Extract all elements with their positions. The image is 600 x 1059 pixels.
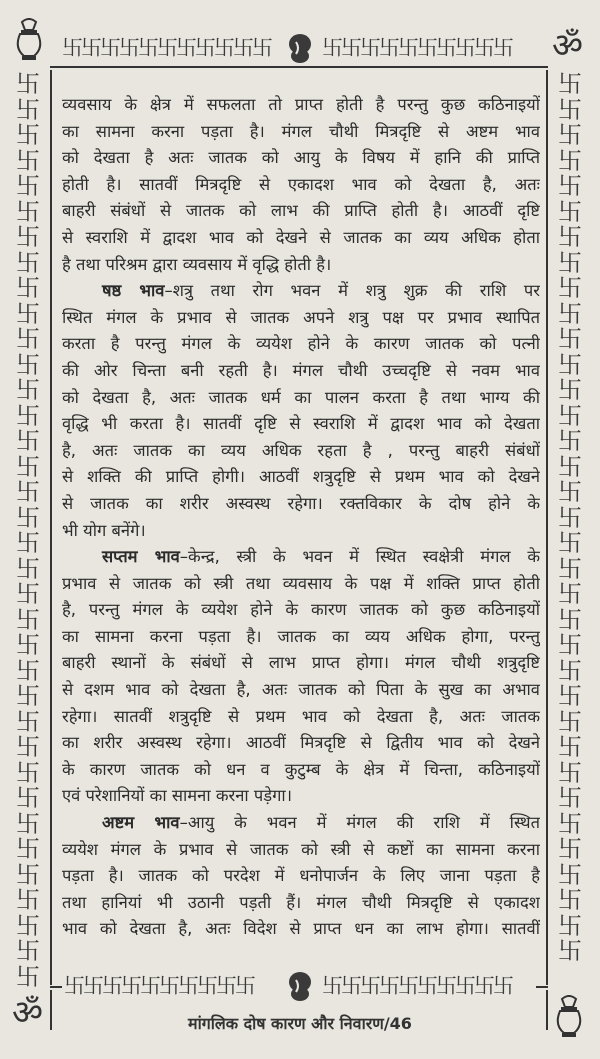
swastika-icon: 卐 bbox=[16, 427, 40, 455]
paragraph bbox=[62, 810, 540, 943]
swastika-icon: 卐 bbox=[119, 36, 138, 60]
swastika-icon: 卐 bbox=[558, 401, 582, 430]
top-swastika-row-left bbox=[62, 36, 271, 60]
swastika-icon: 卐 bbox=[102, 974, 121, 998]
swastika-icon: 卐 bbox=[558, 784, 582, 812]
swastika-icon: 卐 bbox=[121, 974, 140, 998]
swastika-icon: 卐 bbox=[16, 172, 40, 200]
bottom-swastika-row-left bbox=[64, 974, 254, 998]
swastika-icon: 卐 bbox=[16, 605, 40, 634]
text-line bbox=[62, 225, 540, 252]
line-text: भी योग बनेंगे। bbox=[62, 520, 146, 540]
swastika-icon: 卐 bbox=[558, 886, 582, 914]
swastika-icon: 卐 bbox=[16, 121, 40, 149]
swastika-icon: 卐 bbox=[558, 121, 582, 149]
swastika-icon: 卐 bbox=[436, 36, 455, 60]
text-line bbox=[62, 252, 540, 279]
swastika-icon: 卐 bbox=[558, 70, 582, 98]
swastika-icon: 卐 bbox=[558, 452, 582, 481]
right-border-line bbox=[546, 70, 548, 985]
kalash-icon bbox=[12, 18, 46, 62]
swastika-icon: 卐 bbox=[100, 36, 119, 60]
line-text: रहेगा। सातवीं शत्रुदृष्टि से प्रथम भाव को देखता है, अतः जातक bbox=[62, 706, 540, 726]
swastika-icon: 卐 bbox=[16, 452, 40, 481]
swastika-icon: 卐 bbox=[16, 784, 40, 812]
swastika-icon: 卐 bbox=[138, 36, 157, 60]
text-line bbox=[62, 704, 540, 731]
line-text: एवं परेशानियों का सामना करना पड़ेगा। bbox=[62, 786, 292, 806]
swastika-icon: 卐 bbox=[493, 974, 512, 998]
swastika-icon: 卐 bbox=[341, 974, 360, 998]
swastika-icon: 卐 bbox=[16, 860, 40, 889]
text-line bbox=[62, 172, 540, 199]
swastika-icon: 卐 bbox=[16, 70, 40, 98]
line-text: स्थित मंगल के प्रभाव से जातक अपने शत्रु पक्ष पर प्रभाव स्थापित bbox=[62, 307, 540, 327]
swastika-icon: 卐 bbox=[16, 248, 40, 277]
swastika-icon: 卐 bbox=[16, 299, 40, 328]
line-text: बाहरी संबंधों से जातक को लाभ की प्राप्ति होती है। आठवीं दृष्टि bbox=[62, 201, 540, 221]
swastika-icon: 卐 bbox=[235, 974, 254, 998]
swastika-icon: 卐 bbox=[16, 478, 40, 506]
text-line bbox=[62, 491, 540, 518]
swastika-icon: 卐 bbox=[398, 36, 417, 60]
swastika-icon: 卐 bbox=[159, 974, 178, 998]
swastika-icon: 卐 bbox=[417, 974, 436, 998]
swastika-icon: 卐 bbox=[16, 325, 40, 353]
text-line bbox=[62, 464, 540, 491]
ganesha-icon bbox=[286, 970, 314, 1002]
line-text: है, अतः जातक का व्यय अधिक रहता है , परन्तु बाहरी संबंधों bbox=[62, 440, 540, 460]
swastika-icon: 卐 bbox=[16, 223, 40, 251]
swastika-icon: 卐 bbox=[252, 36, 271, 60]
swastika-icon: 卐 bbox=[16, 350, 40, 379]
swastika-icon: 卐 bbox=[558, 656, 582, 685]
line-text: प्रभाव से जातक को स्त्री तथा व्यवसाय के पक्ष में शक्ति प्राप्त होती bbox=[62, 573, 540, 593]
swastika-icon: 卐 bbox=[360, 974, 379, 998]
line-text: –केन्द्र, स्त्री के भवन में स्थित स्वक्षेत्री मंगल के bbox=[179, 547, 540, 567]
bottom-rule-right bbox=[536, 986, 548, 988]
line-text: भाव को देखता है, अतः विदेश से प्राप्त धन का लाभ होगा। सातवीं bbox=[62, 919, 540, 939]
swastika-icon: 卐 bbox=[558, 580, 582, 608]
line-text: बाहरी स्थानों के संबंधों से लाभ प्राप्त होगा। मंगल चौथी शत्रुदृष्टि bbox=[62, 653, 540, 673]
text-line bbox=[62, 438, 540, 465]
bottom-swastika-row-right bbox=[322, 974, 512, 998]
line-text: के कारण जातक को धन व कुटुम्ब के क्षेत्र में चिन्ता, कठिनाइयों bbox=[62, 759, 540, 779]
text-line bbox=[62, 331, 540, 358]
text-line bbox=[62, 305, 540, 332]
line-text: को देखता है अतः जातक को आयु के विषय में हानि की प्राप्ति bbox=[62, 148, 540, 168]
text-line bbox=[62, 890, 540, 917]
swastika-icon: 卐 bbox=[16, 554, 40, 583]
line-text: का सामना करना पड़ता है। जातक का व्यय अधिक होगा, परन्तु bbox=[62, 626, 540, 646]
paragraph bbox=[62, 278, 540, 544]
line-text: की ओर चिन्ता बनी रहती है। मंगल चौथी उच्चदृष्टि से नवम भाव bbox=[62, 360, 540, 380]
line-text: करता है परन्तु मंगल के व्ययेश होने के कारण जातक को पत्नी bbox=[62, 334, 540, 354]
swastika-icon: 卐 bbox=[16, 376, 40, 404]
text-line bbox=[62, 145, 540, 172]
swastika-icon: 卐 bbox=[558, 503, 582, 532]
right-swastika-border bbox=[552, 72, 588, 965]
line-text: तथा हानियां भी उठानी पड़ती हैं। मंगल चौथी मित्रदृष्टि से एकादश bbox=[62, 892, 540, 912]
line-text: होती है। सातवीं मित्रदृष्टि से एकादश भाव को देखता है, अतः bbox=[62, 174, 540, 194]
text-line bbox=[62, 92, 540, 119]
swastika-icon: 卐 bbox=[16, 758, 40, 787]
swastika-icon: 卐 bbox=[195, 36, 214, 60]
swastika-icon: 卐 bbox=[417, 36, 436, 60]
line-text: –शत्रु तथा रोग भवन में शत्रु शुक्र की राशि पर bbox=[164, 281, 540, 301]
swastika-icon: 卐 bbox=[379, 36, 398, 60]
swastika-icon: 卐 bbox=[216, 974, 235, 998]
swastika-icon: 卐 bbox=[558, 274, 582, 302]
text-line bbox=[62, 544, 540, 571]
line-text: है तथा परिश्रम द्वारा व्यवसाय में वृद्धि होती है। bbox=[62, 254, 332, 274]
line-text: –आयु के भवन में मंगल की राशि में स्थित bbox=[179, 813, 540, 833]
line-text: व्ययेश मंगल के प्रभाव से जातक को स्त्री से कष्टों का सामना करना bbox=[62, 839, 540, 859]
text-line bbox=[62, 757, 540, 784]
swastika-icon: 卐 bbox=[558, 325, 582, 353]
swastika-icon: 卐 bbox=[16, 707, 40, 736]
swastika-icon: 卐 bbox=[558, 529, 582, 557]
line-text: पड़ता है। जातक को परदेश में धनोपार्जन के लिए जाना पड़ता है bbox=[62, 866, 540, 886]
swastika-icon: 卐 bbox=[16, 197, 40, 226]
line-text: का सामना करना पड़ता है। मंगल चौथी मित्रदृष्टि से अष्टम भाव bbox=[62, 121, 540, 141]
swastika-icon: 卐 bbox=[558, 682, 582, 710]
om-icon: ॐ bbox=[552, 26, 584, 66]
ganesha-icon bbox=[286, 32, 314, 64]
swastika-icon: 卐 bbox=[558, 707, 582, 736]
left-border-line bbox=[50, 70, 52, 985]
swastika-icon: 卐 bbox=[558, 478, 582, 506]
om-icon: ॐ bbox=[12, 993, 44, 1033]
text-line bbox=[62, 624, 540, 651]
swastika-icon: 卐 bbox=[16, 911, 40, 940]
text-line bbox=[62, 863, 540, 890]
swastika-icon: 卐 bbox=[398, 974, 417, 998]
page-footer: मांगलिक दोष कारण और निवारण/46 bbox=[188, 1014, 412, 1033]
swastika-icon: 卐 bbox=[474, 974, 493, 998]
swastika-icon: 卐 bbox=[214, 36, 233, 60]
swastika-icon: 卐 bbox=[558, 758, 582, 787]
swastika-icon: 卐 bbox=[379, 974, 398, 998]
swastika-icon: 卐 bbox=[558, 350, 582, 379]
swastika-icon: 卐 bbox=[558, 911, 582, 940]
swastika-icon: 卐 bbox=[16, 656, 40, 685]
swastika-icon: 卐 bbox=[16, 580, 40, 608]
swastika-icon: 卐 bbox=[558, 554, 582, 583]
line-text: से जातक का शरीर अस्वस्थ रहेगा। रक्तविकार के दोष होने के bbox=[62, 493, 540, 513]
text-line bbox=[62, 278, 540, 305]
swastika-icon: 卐 bbox=[558, 95, 582, 124]
section-heading: षष्ठ भाव bbox=[102, 281, 165, 301]
swastika-icon: 卐 bbox=[322, 36, 341, 60]
swastika-icon: 卐 bbox=[341, 36, 360, 60]
swastika-icon: 卐 bbox=[493, 36, 512, 60]
line-text: से स्वराशि में द्वादश भाव को देखने से जातक का व्यय अधिक होता bbox=[62, 227, 540, 247]
swastika-icon: 卐 bbox=[16, 809, 40, 838]
text-line bbox=[62, 677, 540, 704]
line-text: का शरीर अस्वस्थ रहेगा। आठवीं मित्रदृष्टि से द्वितीय भाव को देखने bbox=[62, 733, 540, 753]
swastika-icon: 卐 bbox=[16, 682, 40, 710]
swastika-icon: 卐 bbox=[16, 835, 40, 863]
swastika-icon: 卐 bbox=[558, 427, 582, 455]
line-text: से शक्ति की प्राप्ति होगी। आठवीं शत्रुदृष्टि से प्रथम भाव को देखने bbox=[62, 467, 540, 487]
swastika-icon: 卐 bbox=[16, 503, 40, 532]
left-swastika-border bbox=[10, 72, 46, 990]
text-line bbox=[62, 119, 540, 146]
section-heading: अष्टम भाव bbox=[102, 813, 180, 833]
swastika-icon: 卐 bbox=[16, 401, 40, 430]
swastika-icon: 卐 bbox=[558, 860, 582, 889]
swastika-icon: 卐 bbox=[558, 248, 582, 277]
text-line bbox=[62, 650, 540, 677]
paragraph bbox=[62, 544, 540, 810]
swastika-icon: 卐 bbox=[558, 223, 582, 251]
text-line bbox=[62, 518, 540, 545]
line-text: से दशम भाव को देखता है, अतः जातक को पिता के सुख का अभाव bbox=[62, 680, 540, 700]
swastika-icon: 卐 bbox=[558, 835, 582, 863]
text-line bbox=[62, 385, 540, 412]
swastika-icon: 卐 bbox=[558, 197, 582, 226]
bottom-rule-left bbox=[50, 986, 62, 988]
line-text: है, परन्तु मंगल के व्ययेश होने के कारण जातक को कुछ कठिनाइयों bbox=[62, 600, 540, 620]
swastika-icon: 卐 bbox=[360, 36, 379, 60]
swastika-icon: 卐 bbox=[81, 36, 100, 60]
swastika-icon: 卐 bbox=[16, 95, 40, 124]
text-line bbox=[62, 810, 540, 837]
text-line bbox=[62, 358, 540, 385]
swastika-icon: 卐 bbox=[62, 36, 81, 60]
text-line bbox=[62, 837, 540, 864]
swastika-icon: 卐 bbox=[83, 974, 102, 998]
swastika-icon: 卐 bbox=[16, 937, 40, 965]
page-body bbox=[62, 92, 540, 943]
swastika-icon: 卐 bbox=[197, 974, 216, 998]
text-line bbox=[62, 411, 540, 438]
swastika-icon: 卐 bbox=[64, 974, 83, 998]
swastika-icon: 卐 bbox=[16, 146, 40, 175]
swastika-icon: 卐 bbox=[558, 605, 582, 634]
swastika-icon: 卐 bbox=[16, 886, 40, 914]
swastika-icon: 卐 bbox=[16, 274, 40, 302]
swastika-icon: 卐 bbox=[140, 974, 159, 998]
swastika-icon: 卐 bbox=[157, 36, 176, 60]
top-swastika-row-right bbox=[322, 36, 512, 60]
text-line bbox=[62, 730, 540, 757]
swastika-icon: 卐 bbox=[558, 376, 582, 404]
top-rule bbox=[50, 66, 548, 68]
text-line bbox=[62, 198, 540, 225]
text-line bbox=[62, 916, 540, 943]
swastika-icon: 卐 bbox=[455, 36, 474, 60]
swastika-icon: 卐 bbox=[558, 937, 582, 965]
swastika-icon: 卐 bbox=[16, 733, 40, 761]
section-heading: सप्तम भाव bbox=[102, 547, 180, 567]
text-line bbox=[62, 571, 540, 598]
swastika-icon: 卐 bbox=[16, 631, 40, 659]
text-line bbox=[62, 597, 540, 624]
swastika-icon: 卐 bbox=[474, 36, 493, 60]
swastika-icon: 卐 bbox=[16, 962, 40, 991]
paragraph bbox=[62, 92, 540, 278]
swastika-icon: 卐 bbox=[558, 631, 582, 659]
swastika-icon: 卐 bbox=[322, 974, 341, 998]
swastika-icon: 卐 bbox=[558, 299, 582, 328]
swastika-icon: 卐 bbox=[455, 974, 474, 998]
swastika-icon: 卐 bbox=[558, 733, 582, 761]
swastika-icon: 卐 bbox=[233, 36, 252, 60]
swastika-icon: 卐 bbox=[558, 809, 582, 838]
line-text: वृद्धि भी करता है। सातवीं दृष्टि से स्वराशि में द्वादश भाव को देखता bbox=[62, 414, 540, 434]
line-text: व्यवसाय के क्षेत्र में सफलता तो प्राप्त होती है परन्तु कुछ कठिनाइयों bbox=[62, 95, 540, 114]
swastika-icon: 卐 bbox=[176, 36, 195, 60]
line-text: को देखता है, अतः जातक धर्म का पालन करता है तथा भाग्य की bbox=[62, 387, 540, 407]
swastika-icon: 卐 bbox=[178, 974, 197, 998]
swastika-icon: 卐 bbox=[558, 146, 582, 175]
swastika-icon: 卐 bbox=[16, 529, 40, 557]
swastika-icon: 卐 bbox=[558, 172, 582, 200]
swastika-icon: 卐 bbox=[436, 974, 455, 998]
text-line bbox=[62, 783, 540, 810]
